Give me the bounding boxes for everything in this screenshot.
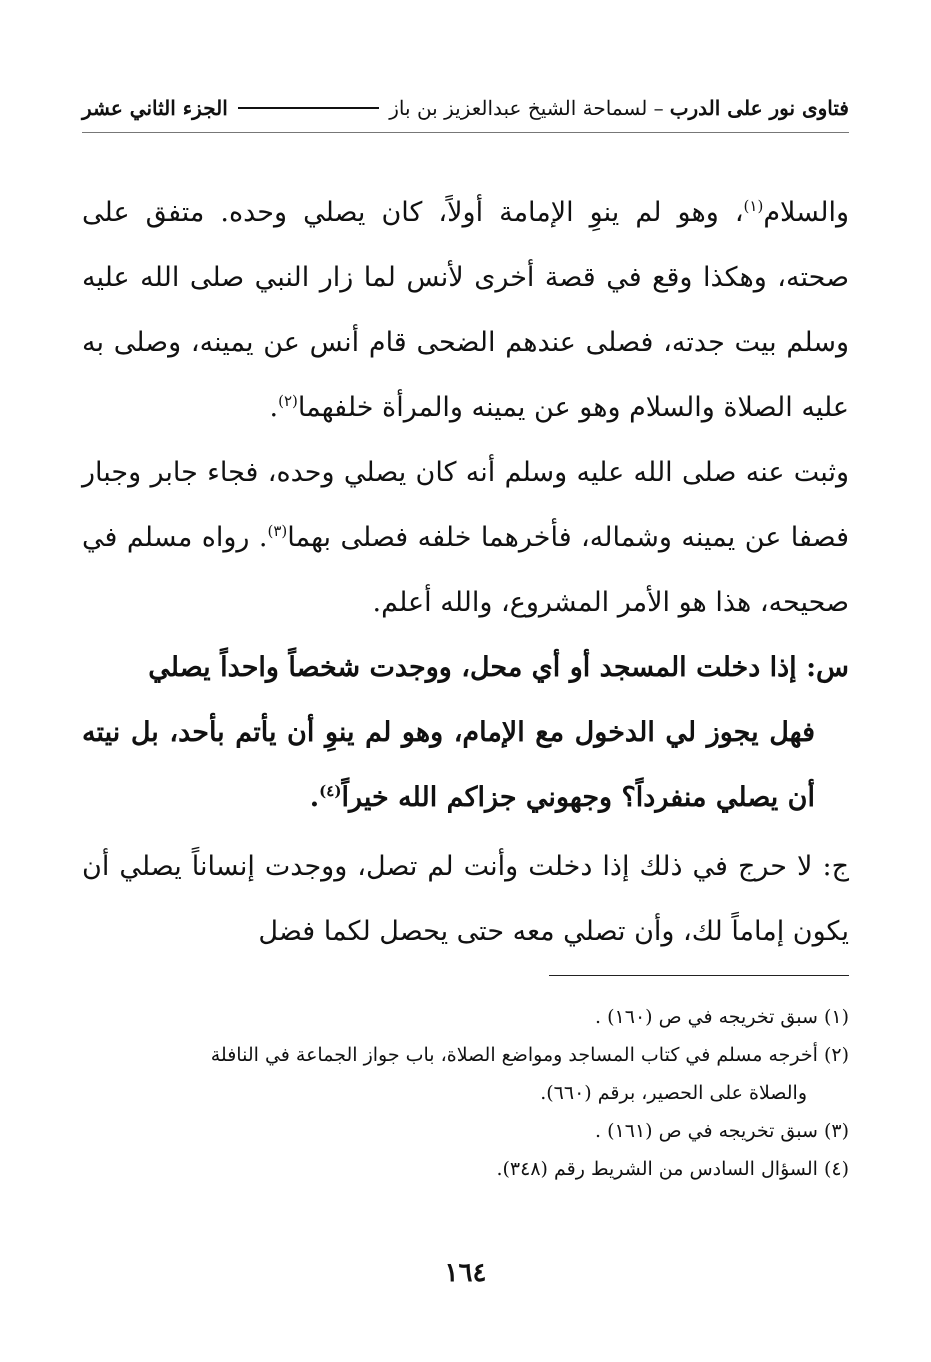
footnote-2-continuation: والصلاة على الحصير، برقم (٦٦٠). bbox=[540, 1082, 807, 1104]
footnote-2: (٢) أخرجه مسلم في كتاب المساجد ومواضع الصلاة، باب جواز الجماعة في النافلة bbox=[210, 1044, 849, 1066]
main-text bbox=[82, 180, 849, 964]
volume-label: الجزء الثاني عشر bbox=[82, 96, 228, 120]
footnote-ref: (٢) bbox=[278, 392, 298, 410]
book-title: فتاوى نور على الدرب bbox=[669, 96, 849, 120]
footnote-4: (٤) السؤال السادس من الشريط رقم (٣٤٨). bbox=[496, 1158, 849, 1180]
footnote-ref: (١) bbox=[743, 197, 764, 215]
page-number: ١٦٤ bbox=[444, 1258, 487, 1288]
text-run: . رواه مسلم في صحيحه، هذا هو الأمر المشروع، والله أعلم. bbox=[82, 522, 849, 618]
text-run: ، وهو لم ينوِ الإمامة أولاً، كان يصلي وحده. متفق على صحته، وهكذا وقع في قصة أخرى لأنس لما زار النبي صلى الله عليه وسلم بيت جدته، فصلى عندهم الضحى قام أنس عن يمينه، وصلى به عليه الصلاة والسلام وهو عن يمينه والمرأة خلفهما bbox=[82, 197, 849, 423]
text-run: . bbox=[309, 782, 320, 813]
header-divider bbox=[82, 132, 849, 133]
text-run: والسلام bbox=[763, 197, 849, 228]
paragraph-2 bbox=[82, 440, 849, 635]
question-line-1: س: إذا دخلت المسجد أو أي محل، ووجدت شخصاً واحداً يصلي bbox=[148, 652, 849, 683]
footnotes bbox=[82, 998, 849, 1188]
text-run: فهل يجوز لي الدخول مع الإمام، وهو لم ينوِ أن يأتم بأحد، بل نيته أن يصلي منفرداً؟ وجهوني جزاكم الله خيراً bbox=[82, 717, 815, 813]
question-continuation bbox=[82, 700, 849, 830]
paragraph-1 bbox=[82, 180, 849, 440]
footnote-ref: (٣) bbox=[267, 522, 288, 540]
footnote-ref: (٤) bbox=[319, 782, 342, 800]
footnote-3: (٣) سبق تخريجه في ص (١٦١) . bbox=[595, 1120, 849, 1142]
answer-paragraph: ج: لا حرج في ذلك إذا دخلت وأنت لم تصل، ووجدت إنساناً يصلي أن يكون إماماً لك، وأن تصلي معه حتى يحصل لكما فضل bbox=[82, 851, 849, 947]
header-rule bbox=[238, 107, 380, 109]
footnote-separator bbox=[549, 975, 849, 976]
text-run: وثبت عنه صلى الله عليه وسلم أنه كان يصلي وحده، فجاء جابر وجبار فصفا عن يمينه وشماله، فأخرهما خلفه فصلى بهما bbox=[82, 457, 849, 553]
book-author: – لسماحة الشيخ عبدالعزيز بن باز bbox=[389, 96, 664, 120]
running-header bbox=[82, 88, 849, 128]
footnote-1: (١) سبق تخريجه في ص (١٦٠) . bbox=[595, 1006, 849, 1028]
text-run: . bbox=[269, 392, 279, 423]
